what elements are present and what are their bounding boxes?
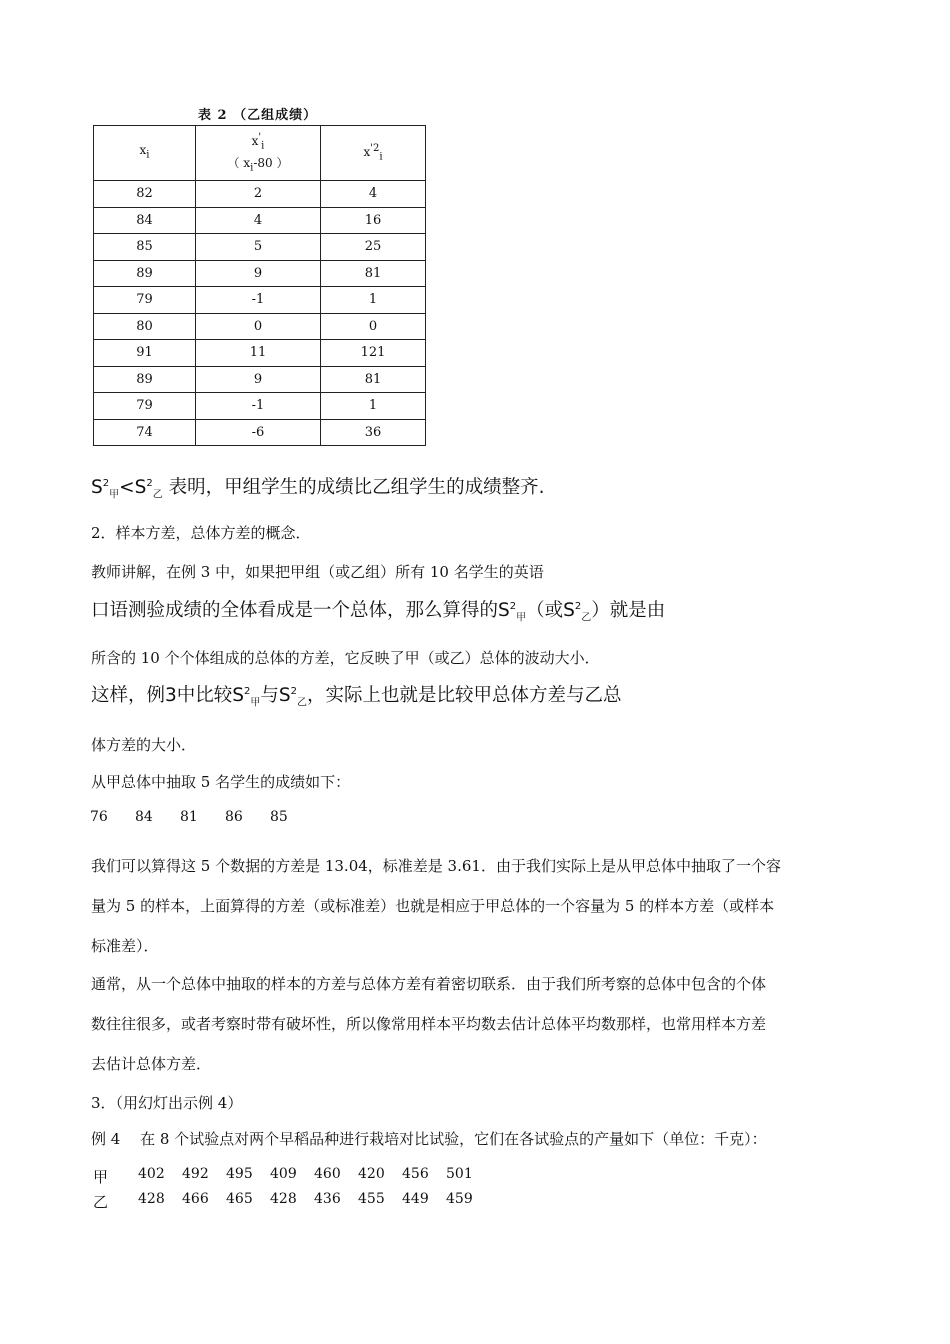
text-span: ，实际上也就是比较甲总体方差与乙总 [307,685,622,706]
score-value: 85 [270,809,288,825]
yield-value: 495 [226,1166,253,1182]
table-row [94,366,426,393]
cell: 36 [321,419,426,446]
cell: 0 [321,313,426,340]
header-xip-x: x [251,134,259,149]
row-label: 乙 [93,1193,109,1211]
text-span: （或 [526,600,564,621]
cell: 89 [94,366,196,393]
cell: 9 [196,366,321,393]
yield-value: 402 [138,1166,165,1182]
cell: -6 [196,419,321,446]
paragraph: 从甲总体中抽取 5 名学生的成绩如下： [91,773,351,791]
yield-value: 466 [182,1191,209,1207]
paragraph: 量为 5 的样本，上面算得的方差（或标准差）也就是相应于甲总体的一个容量为 5 的样本方差（或样本 [91,897,775,915]
header-xip2-sub: i [379,151,383,163]
score-value: 84 [135,809,153,825]
cell: 79 [94,287,196,314]
header-xi-sub: i [146,149,150,161]
table-row [94,260,426,287]
header-xip-def: （ x [227,155,251,170]
cell: 4 [196,207,321,234]
yield-value: 428 [138,1191,165,1207]
s-symbol: S [563,600,575,621]
cell: 16 [321,207,426,234]
s-sup: 2 [574,600,582,612]
s-symbol: S [278,685,291,706]
text-span: 这样，例3中比较 [91,685,233,706]
cell: 5 [196,234,321,261]
cell: 85 [94,234,196,261]
paragraph: 标准差）． [91,937,159,955]
yield-row-jia [0,1166,950,1188]
yield-value: 501 [446,1166,473,1182]
s-symbol: S [134,477,147,498]
cell: 81 [321,366,426,393]
header-xi-prime-sq [321,126,426,181]
yield-value: 456 [402,1166,429,1182]
paragraph: 所含的 10 个个体组成的总体的方差，它反映了甲（或乙）总体的波动大小． [91,649,600,667]
header-xip2-x: x [363,144,371,159]
header-xip-sup: ' [258,132,262,144]
cell: 1 [321,287,426,314]
yield-value: 492 [182,1166,209,1182]
cell: 91 [94,340,196,367]
cell: 1 [321,393,426,420]
paragraph: 通常，从一个总体中抽取的样本的方差与总体方差有着密切联系．由于我们所考察的总体中包含的个体 [91,975,767,993]
s-sub: 乙 [581,612,592,624]
cell: 2 [196,181,321,208]
cell: 11 [196,340,321,367]
paragraph: 我们可以算得这 5 个数据的方差是 13.04，标准差是 3.61．由于我们实际上是从甲总体中抽取了一个容 [91,857,781,875]
cell: 25 [321,234,426,261]
s-sub: 乙 [152,489,163,501]
s-sup: 2 [290,685,298,697]
paragraph: 体方差的大小． [91,736,197,754]
yield-value: 460 [314,1166,341,1182]
s-sub: 甲 [250,697,261,709]
s-sup: 2 [146,477,153,489]
comparison-text: 表明，甲组学生的成绩比乙组学生的成绩整齐. [168,477,545,498]
table-row [94,181,426,208]
table-row [94,419,426,446]
table-row [94,340,426,367]
text-span: 口语测验成绩的全体看成是一个总体，那么算得的 [91,600,499,621]
s-sup: 2 [102,477,110,489]
cell: 84 [94,207,196,234]
cell: 9 [196,260,321,287]
s-sub: 甲 [109,489,120,501]
cell: 82 [94,181,196,208]
cell: -1 [196,393,321,420]
table-row [94,393,426,420]
table-row [94,287,426,314]
yield-value: 436 [314,1191,341,1207]
yield-value: 449 [402,1191,429,1207]
paragraph: 教师讲解，在例 3 中，如果把甲组（或乙组）所有 10 名学生的英语 [91,563,544,581]
paragraph: 数往往很多，或者考察时带有破坏性，所以像常用样本平均数去估计总体平均数那样，也常用样本方差 [91,1015,767,1033]
header-xip2-sup: '2 [370,142,380,154]
yield-value: 428 [270,1191,297,1207]
header-xi [94,126,196,181]
yield-value: 420 [358,1166,385,1182]
yield-value: 409 [270,1166,297,1182]
cell: -1 [196,287,321,314]
score-table [93,125,426,446]
cell: 79 [94,393,196,420]
header-xi-x: x [139,143,147,158]
yield-value: 459 [446,1191,473,1207]
s-sub: 乙 [297,697,308,709]
cell: 121 [321,340,426,367]
header-xip-sub: i [261,140,265,152]
s-sup: 2 [509,600,517,612]
cell: 0 [196,313,321,340]
cell: 81 [321,260,426,287]
yield-value: 465 [226,1191,253,1207]
table-row [94,207,426,234]
section-2-heading: 2．样本方差，总体方差的概念． [91,524,311,542]
table-row [94,234,426,261]
s-symbol: S [232,685,245,706]
text-span: 与 [260,685,279,706]
s-sub: 甲 [516,612,527,624]
score-value: 76 [90,809,108,825]
text-span: ）就是由 [591,600,666,621]
s-symbol: S [91,477,103,498]
yield-value: 455 [358,1191,385,1207]
score-value: 81 [180,809,198,825]
table-row [94,313,426,340]
header-xi-prime [196,126,321,181]
cell: 4 [321,181,426,208]
less-than: < [119,477,135,498]
paragraph-compare [91,681,622,709]
variance-comparison-line [91,473,545,501]
header-xip-def-rest: -80 ） [253,155,289,170]
section-3-heading: 3．（用幻灯出示例 4） [91,1094,243,1112]
row-label: 甲 [93,1168,109,1186]
score-value: 86 [225,809,243,825]
table-caption: 表 2 （乙组成绩） [198,108,318,123]
sample-scores-row [0,809,950,829]
cell: 74 [94,419,196,446]
paragraph: 去估计总体方差． [91,1055,212,1073]
paragraph-population [91,596,665,624]
cell: 89 [94,260,196,287]
example-4-text: 例 4 在 8 个试验点对两个早稻品种进行栽培对比试验，它们在各试验点的产量如下（单位：千克）： [91,1130,767,1148]
table-header-row [94,126,426,181]
s-sup: 2 [244,685,251,697]
s-symbol: S [498,600,510,621]
yield-row-yi [0,1191,950,1213]
cell: 80 [94,313,196,340]
header-xip-def-sub: i [250,161,254,173]
